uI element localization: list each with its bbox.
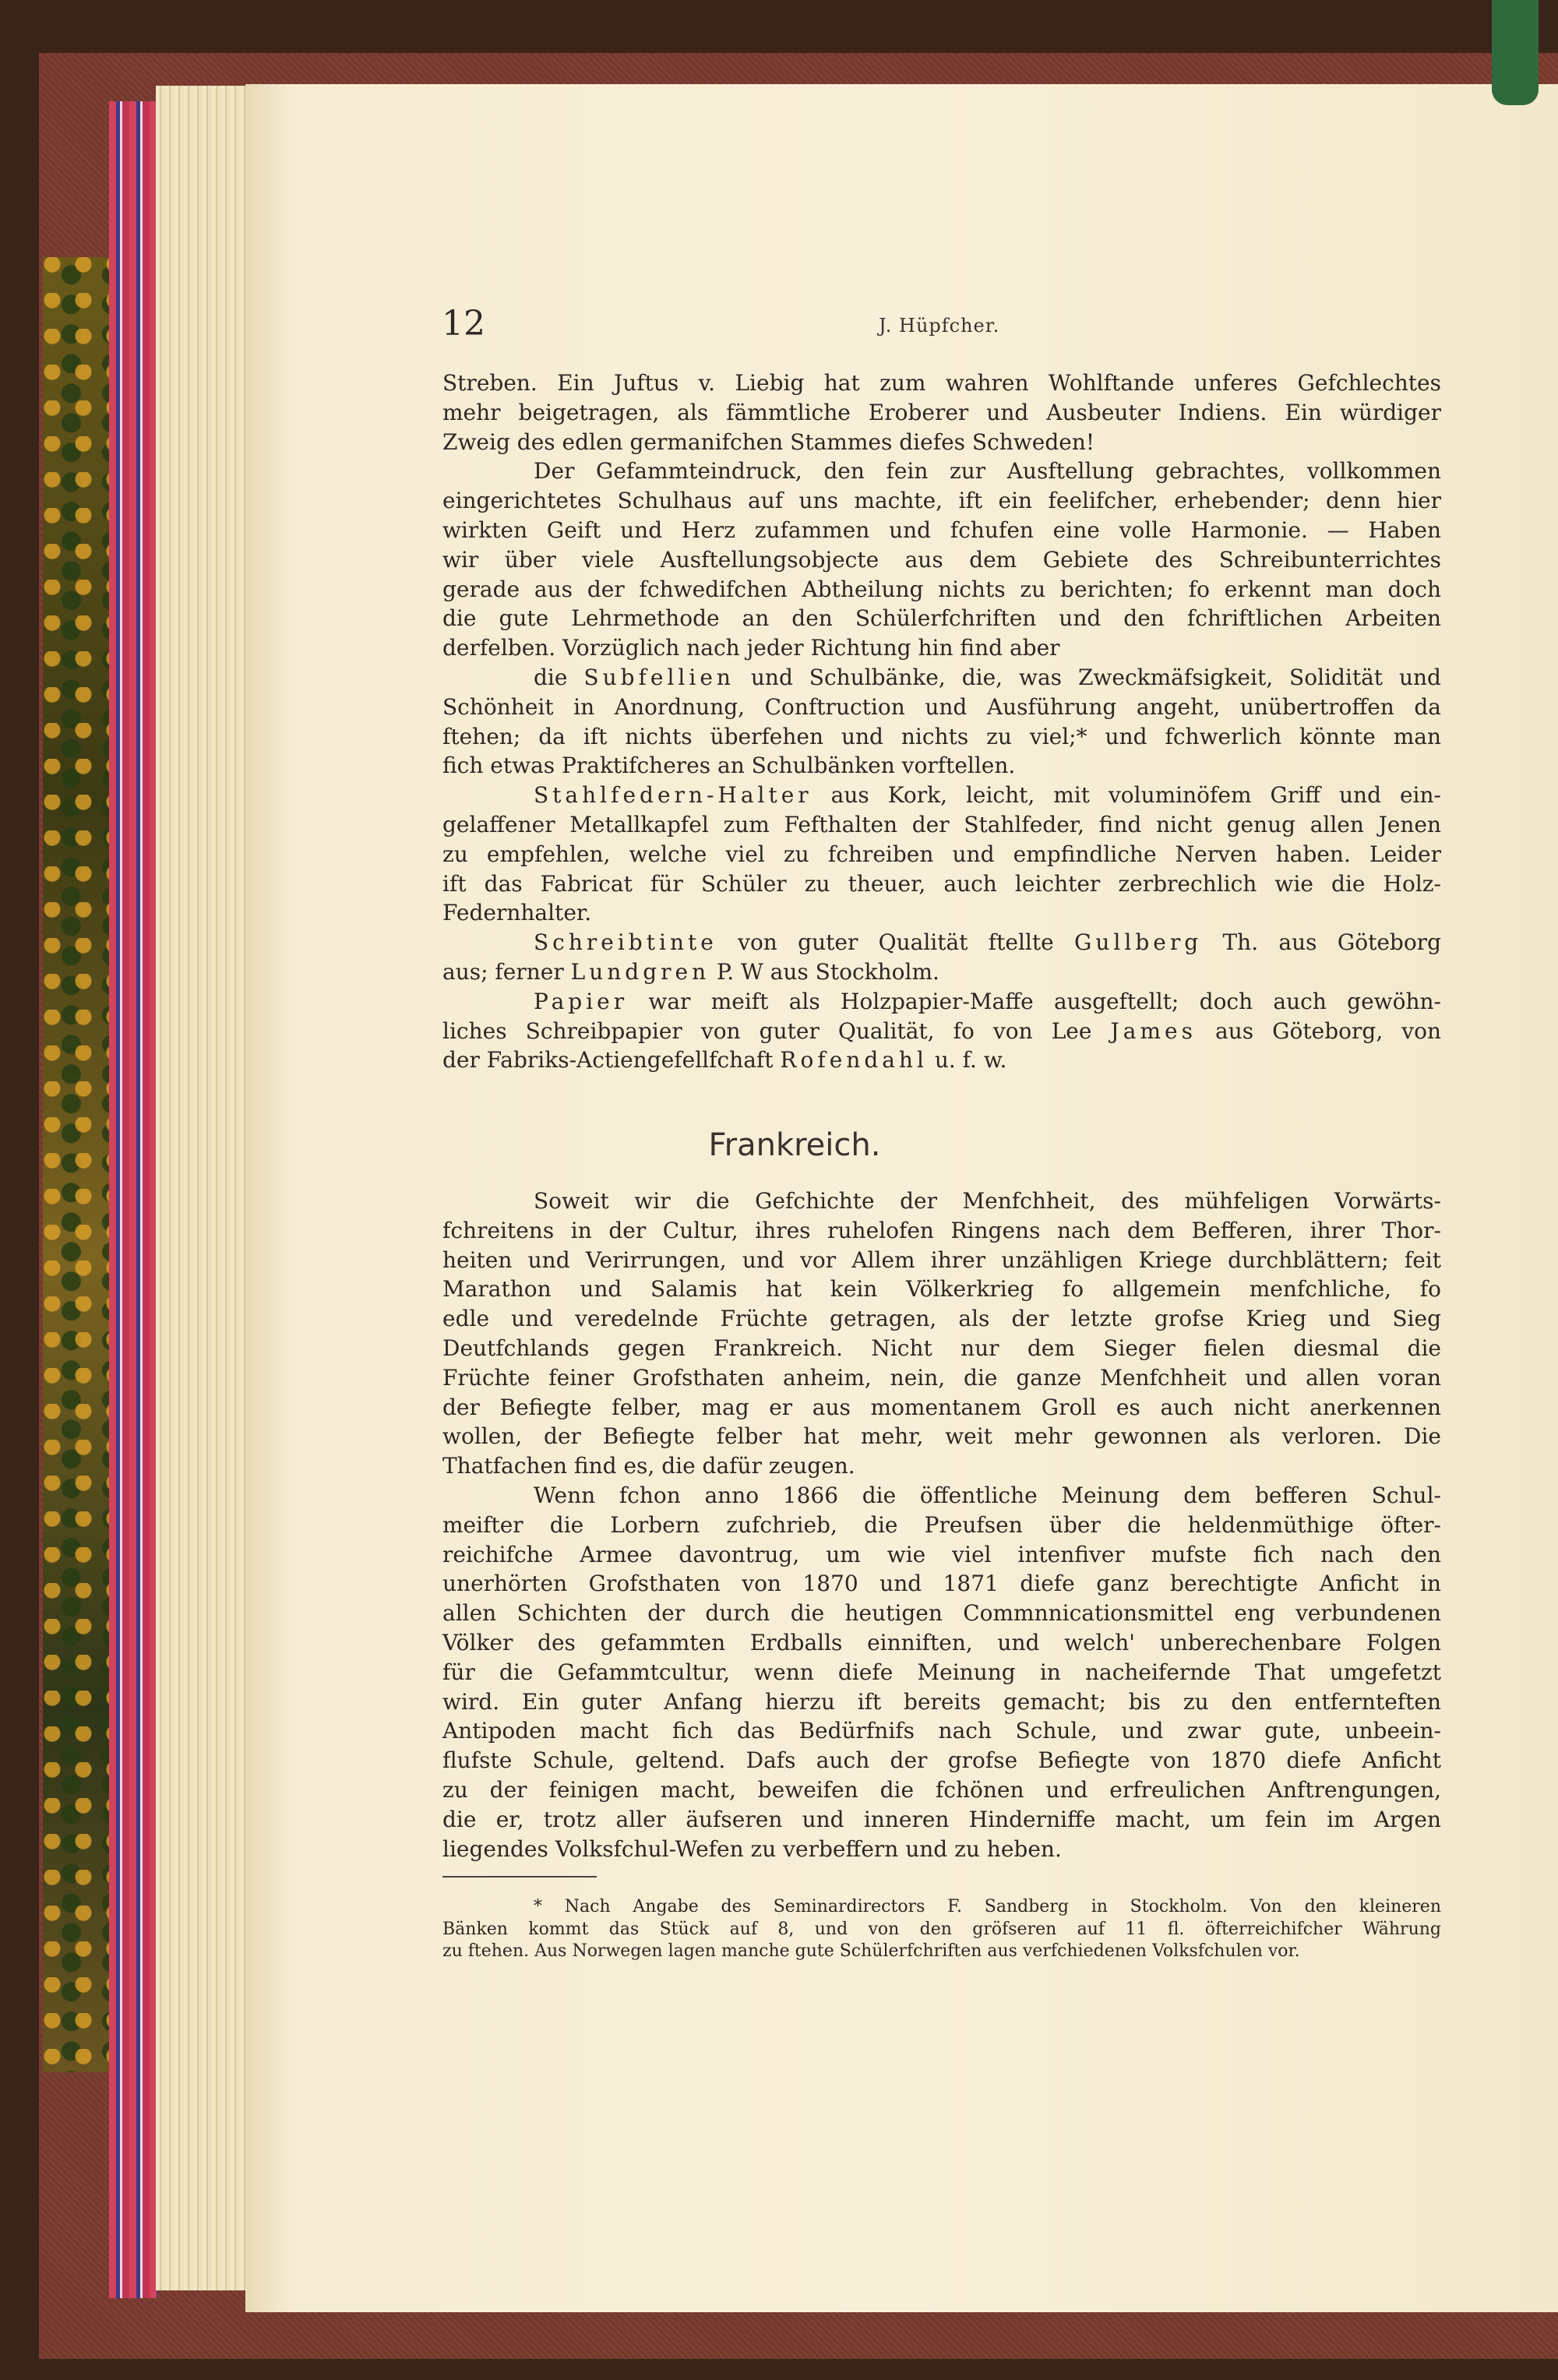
text-line: liegendes Volksfchul-Wefen zu verbeffern und zu heben. — [442, 1835, 1062, 1862]
text-block-france — [442, 1186, 1441, 1863]
text-run: aus Kork, leicht, mit voluminöfem Griff und ein- — [812, 782, 1441, 809]
text-line — [442, 1017, 1441, 1046]
footnote-line: Bänken kommt das Stück auf 8, und von den gröfseren auf 11 fl. öfterreichifcher Währung — [442, 1919, 1441, 1939]
text-line: fich etwas Praktifcheres an Schulbänken vorftellen. — [442, 753, 1016, 779]
text-line: edle und veredelnde Früchte getragen, als der letzte grofse Krieg und Sieg — [442, 1306, 1441, 1332]
text-line: Völker des gefammten Erdballs einniften, und welch' unberechenbare Folgen — [442, 1629, 1441, 1655]
spaced-name: Gullberg — [1074, 929, 1203, 956]
text-line: Zweig des edlen germanifchen Stammes diefes Schweden! — [442, 428, 1095, 455]
text-line: wirkten Geift und Herz zufammen und fchufen eine volle Harmonie. — Haben — [442, 517, 1441, 543]
text-run: Th. aus Göteborg — [1202, 929, 1441, 956]
text-line: Wenn fchon anno 1866 die öffentliche Meinung dem befferen Schul- — [534, 1482, 1441, 1508]
text-run: von guter Qualität ftellte — [717, 929, 1075, 956]
text-line: Der Gefammteindruck, den fein zur Ausftellung gebrachtes, vollkommen — [534, 458, 1441, 485]
spaced-term: Subfellien — [583, 664, 735, 690]
text-line: ftehen; da ift nichts überfehen und nichts zu viel;* und fchwerlich könnte man — [442, 723, 1441, 749]
text-line: allen Schichten der durch die heutigen Commnnicationsmittel eng verbundenen — [442, 1600, 1441, 1627]
text-line: Marathon und Salamis hat kein Völkerkrieg fo allgemein menfchliche, fo — [442, 1276, 1441, 1303]
spaced-term: Papier — [534, 988, 629, 1014]
spaced-term: Schreibtinte — [534, 929, 717, 956]
text-line: Streben. Ein Juftus v. Liebig hat zum wahren Wohlftande unferes Gefchlechtes — [442, 370, 1441, 396]
text-line: die gute Lehrmethode an den Schülerfchriften und den fchriftlichen Arbeiten — [442, 605, 1441, 632]
text-line: mehr beigetragen, als fämmtliche Eroberer und Ausbeuter Indiens. Ein würdiger — [442, 399, 1441, 425]
text-line: Antipoden macht fich das Bedürfnifs nach Schule, und zwar gute, unbeein- — [442, 1718, 1441, 1744]
spaced-name: Lundgren — [570, 958, 710, 985]
section-heading: Frankreich. — [708, 1127, 881, 1163]
text-line: derfelben. Vorzüglich nach jeder Richtung hin find aber — [442, 635, 1060, 661]
text-line: heiten und Verirrungen, und vor Allem ihrer unzähligen Kriege durchblättern; feit — [442, 1246, 1441, 1273]
text-line: reichifche Armee davontrug, um wie viel intenfiver mufste fich nach den — [442, 1541, 1441, 1567]
text-line: gerade aus der fchwedifchen Abtheilung nichts zu berichten; fo erkennt man doch — [442, 576, 1441, 602]
paragraph — [442, 1186, 1441, 1481]
text-line: zu empfehlen, welche viel zu fchreiben und empfindliche Nerven haben. Leider — [442, 841, 1441, 867]
text-run: der Fabriks-Actiengefellfchaft — [442, 1047, 781, 1074]
footnote-line: zu ftehen. Aus Norwegen lagen manche gute Schülerfchriften aus verfchiedenen Volksfchulen vor. — [442, 1941, 1300, 1961]
text-run: u. f. w. — [927, 1047, 1007, 1074]
paragraph — [442, 457, 1441, 663]
text-line: Schönheit in Anordnung, Conftruction und Ausführung angeht, unübertroffen da — [442, 693, 1441, 720]
text-line: zu der feinigen macht, beweifen die fchönen und erfreulichen Anftrengungen, — [442, 1776, 1441, 1803]
text-run: und Schulbänke, die, was Zweckmäfsigkeit, Solidität und — [734, 664, 1441, 690]
bookmark-ribbon — [1492, 0, 1539, 105]
text-line: Früchte feiner Grofsthaten anheim, nein, die ganze Menfchheit und allen voran — [442, 1364, 1441, 1391]
footnote — [442, 1896, 1441, 1963]
text-line: unerhörten Grofsthaten von 1870 und 1871 diefe ganz berechtigte Anficht in — [442, 1571, 1441, 1597]
text-line: gelaffener Metallkapfel zum Fefthalten der Stahlfeder, find nicht genug allen Jenen — [442, 811, 1441, 837]
text-line — [442, 928, 1441, 957]
running-head: J. Hüpfcher. — [879, 315, 1000, 337]
text-line — [442, 1045, 1441, 1075]
paragraph — [442, 663, 1441, 781]
page-leaves — [156, 86, 249, 2290]
text-line — [442, 781, 1441, 810]
paragraph — [442, 1481, 1441, 1863]
text-run: liches Schreibpapier von guter Qualität, fo von Lee — [442, 1017, 1111, 1044]
text-line: Federnhalter. — [442, 900, 592, 926]
text-line — [442, 957, 1441, 987]
text-line: flufste Schule, geltend. Dafs auch der grofse Befiegte von 1870 diefe Anficht — [442, 1747, 1441, 1774]
paragraph — [442, 987, 1441, 1075]
paragraph — [442, 781, 1441, 928]
text-run: aus Göteborg, von — [1196, 1017, 1441, 1044]
text-line: Soweit wir die Gefchichte der Menfchheit, des mühfeligen Vorwärts- — [534, 1188, 1441, 1214]
marbled-endpaper — [43, 257, 117, 2072]
text-line: die er, trotz aller äufseren und inneren Hinderniffe macht, um fein im Argen — [442, 1806, 1441, 1832]
text-line: für die Gefammtcultur, wenn diefe Meinung in nacheifernde That umgefetzt — [442, 1659, 1441, 1685]
spaced-term: Stahlfedern-Halter — [534, 782, 812, 809]
page-number: 12 — [442, 304, 485, 344]
text-line: fchreitens in der Cultur, ihres ruhelofen Ringens nach dem Befferen, ihrer Thor- — [442, 1217, 1441, 1243]
footnote-rule — [442, 1876, 597, 1878]
text-line: ift das Fabricat für Schüler zu theuer, auch leichter zerbrechlich wie die Holz- — [442, 870, 1441, 897]
text-line: wir über viele Ausftellungsobjecte aus dem Gebiete des Schreibunterrichtes — [442, 546, 1441, 573]
text-line: Deutfchlands gegen Frankreich. Nicht nur dem Sieger fielen diesmal die — [442, 1335, 1441, 1361]
text-run: die — [534, 664, 584, 690]
text-line: wollen, der Befiegte felber hat mehr, weit mehr gewonnen als verloren. Die — [442, 1423, 1441, 1450]
text-line: der Befiegte felber, mag er aus momentanem Groll es auch nicht anerkennen — [442, 1394, 1441, 1420]
paragraph — [442, 928, 1441, 987]
text-run: aus; ferner — [442, 958, 571, 985]
text-block-sweden — [442, 368, 1441, 1075]
text-line: wird. Ein guter Anfang hierzu ift bereits gemacht; bis zu den entfernteften — [442, 1688, 1441, 1715]
footnote-line: * Nach Angabe des Seminardirectors F. Sandberg in Stockholm. Von den kleineren — [534, 1897, 1441, 1916]
text-line — [442, 663, 1441, 693]
spaced-name: Rofendahl — [780, 1047, 928, 1074]
text-line: eingerichtetes Schulhaus auf uns machte, ift ein feelifcher, erhebender; denn hier — [442, 488, 1441, 514]
text-run: P. W aus Stockholm. — [710, 958, 939, 985]
spaced-name: James — [1110, 1017, 1197, 1044]
marbled-page-edge — [109, 101, 157, 2298]
text-line — [442, 987, 1441, 1017]
text-line: meifter die Lorbern zufchrieb, die Preufsen über die heldenmüthige öfter- — [442, 1511, 1441, 1538]
text-run: war meift als Holzpapier-Maffe ausgeftellt; doch auch gewöhn- — [628, 988, 1441, 1014]
text-line: Thatfachen find es, die dafür zeugen. — [442, 1453, 855, 1479]
paragraph — [442, 368, 1441, 457]
